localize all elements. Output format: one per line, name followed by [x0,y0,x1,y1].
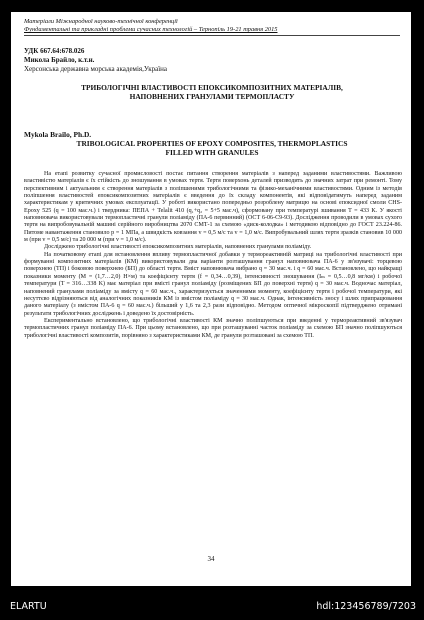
title-ua-line-1: ТРИБОЛОГІЧНІ ВЛАСТИВОСТІ ЕПОКСИКОМПОЗИТНИХ МАТЕРІАЛІВ, [81,83,343,92]
article-body [24,171,402,340]
title-en [24,130,400,157]
header-line-2: Фундаментальні та прикладні проблеми сучасних технологій – Тернопіль 19-21 травня 2015 [24,26,278,33]
title-en-line-2: FILLED WITH GRANULES [165,148,259,157]
repository-name: ELARTU [10,601,47,612]
header-line-1: Матеріали Міжнародної науково-технічної конференції [24,18,178,25]
paragraph-3: На початковому етапі для встановлення впливу термопластичної добавки у термореактивній матриці на трибологічні властивості при формуванні композитних матеріалів (КМ) використовували два варіанти розташування гранул наповнювача ПА-6 у зв'язувачі: торцевою поверхнею (ТП) і боковою поверхнею (БП) до області тертя. Вміст наповнювача вибрано q = 30 мас.ч. і q = 60 мас.ч. Встановлено, що найкращі показники моменту (M = (1,7…2,0) Н×м) та коефіцієнту тертя (f = 0,34…0,39), інтенсивності зношування (Iₘ = 0,5…0,8 мг/км) і робочої температури (T = 316…338 K) має матеріал при вмісті гранул поліаміду (розміщених БП до поверхні тертя) q = 30 мас.ч. Водночас матеріал, наповнений гранулами поліаміду за вмісту q = 60 мас.ч., характеризується значеннями моменту, коефіцієнту тертя і робочої температури, які несуттєво відрізняються від аналогічних показників КМ із вмістом поліаміду q = 30 мас.ч. Однак, інтенсивність зносу і шлях припрацювання даного матеріалу (з вмістом ПА-6 q = 60 мас.ч.) більший у 1,6 та 2,3 рази відповідно. Методом оптичної мікроскопії підтверджено отримані результати трибологічних досліджень і доведено їх достовірність. [24,251,402,317]
title-ua-line-2: НАПОВНЕНИХ ГРАНУЛАМИ ТЕРМОПЛАСТУ [129,92,295,101]
handle-id: hdl:123456789/7203 [316,601,416,612]
author-en: Mykola Brailo, Ph.D. [24,130,92,139]
author-ua: Микола Брайло, к.т.н. [24,56,95,64]
repository-footer [0,596,424,620]
title-ua [24,83,400,101]
article-meta [24,47,400,74]
document-page [11,12,411,586]
running-header [24,18,400,34]
affiliation: Херсонська державна морська академія,Україна [24,65,168,73]
header-rule [24,35,400,36]
page-number: 34 [207,555,215,563]
title-en-line-1: TRIBOLOGICAL PROPERTIES OF EPOXY COMPOSITES, THERMOPLASTICS [76,139,348,148]
paragraph-1: На етапі розвитку сучасної промисловості постає питання створення матеріалів з наперед заданими властивостями. Важливою властивістю матеріалів є їх стійкість до зношування в умовах тертя. Тертя поверхонь деталей призводить до значних затрат при ремонті. Тому перспективним і актуальним є створення матеріалів з поліпшеними трибологічними та фізико-механічними властивостями. Одним із методів поліпшення властивостей епоксикомпозитних матеріалів є введення до їх складу компонентів, які відповідатимуть наперед заданим характеристикам у критичних умовах експлуатації. У роботі використано попередньо розроблену матрицю на основі епоксидної смоли CHS-Epoxy 525 (q = 100 мас.ч.) і твердника: ПЕПА + Telalit 410 (q₁+q₂ = 5+5 мас.ч), сформовану при температурі зшивання T = 433 K. У якості наповнювача використовували термопластичні гранули поліаміду (ПА-6 первинний) (ОСТ 6-06-С9-93). Дослідження проводили в умовах сухого тертя на випробовувальній машині серійного виробництва 2070 СМТ-1 за схемою «диск-колодка» і методикою відповідно до ГОСТ 23.224-86. Питоме навантаження становило p = 1 МПа, а швидкість ковзання v = 0,5 м/с та v = 1,0 м/с. Випробувальний шлях тертя зразків становив 10 000 м (при v = 0,5 м/с) та 20 000 м (при v = 1,0 м/с). [24,171,402,244]
udc-code: УДК 667.64:678.026 [24,47,85,55]
paragraph-4: Експериментально встановлено, що трибологічні властивості КМ значно поліпшуються при введенні у термореактивний зв'язувач термопластичних гранул поліаміду ПА-6. При цьому встановлено, що при розташуванні часток поліаміду за схемою БП значно поліпшуються трибологічні властивості композитів, порівняно з характеристиками КМ, де гранули розташовані за схемою ТП. [24,317,402,339]
paragraph-2: Досліджено трибологічні властивості епоксикомпозитних матеріалів, наповнених гранулами поліаміду. [44,244,312,251]
